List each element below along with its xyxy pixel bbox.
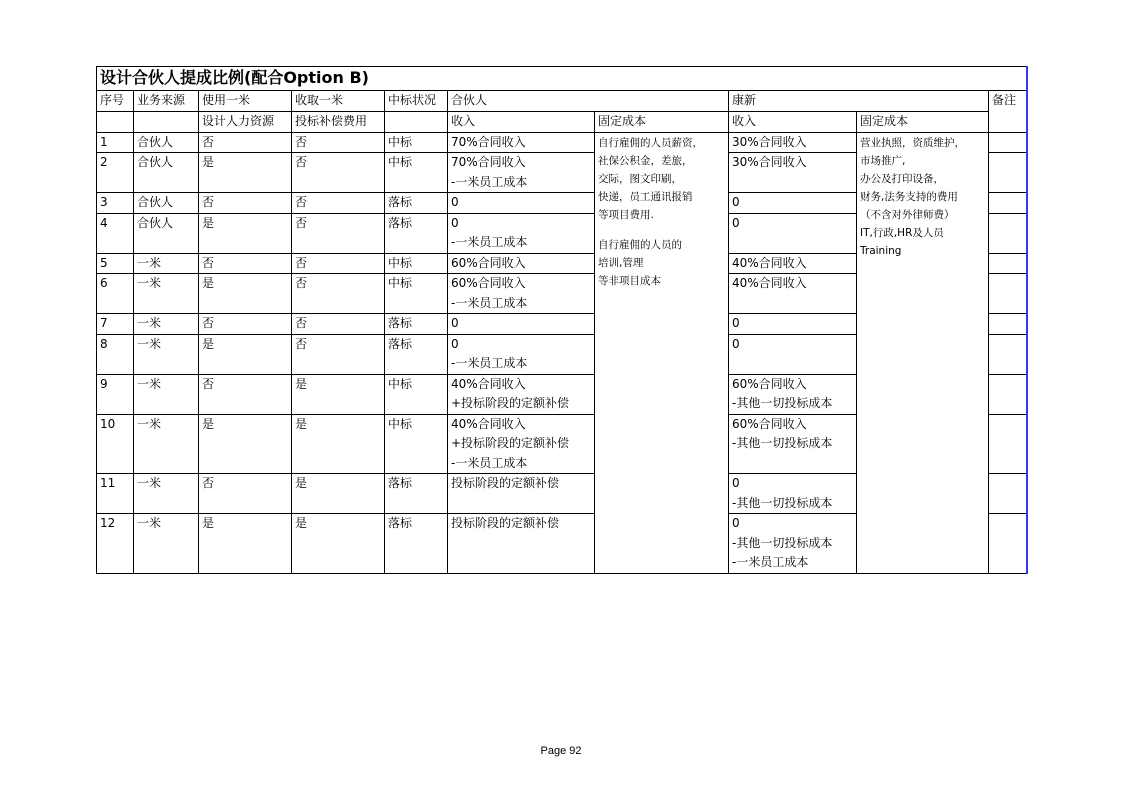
cell-line: 40%合同收入 (451, 416, 526, 431)
cell-line: 投标阶段的定额补偿 (451, 476, 560, 490)
cell-source: 一米 (134, 334, 199, 374)
cell-kangxin-fixed-cost (857, 132, 989, 573)
cell-bid-status: 中标 (385, 414, 448, 474)
cell-line: 0 (732, 476, 740, 490)
cell-source: 合伙人 (134, 193, 199, 214)
cell-line: -其他一切投标成本 (732, 495, 833, 510)
cell-bid-status: 落标 (385, 334, 448, 374)
cell-use-staff: 否 (199, 474, 292, 514)
cell-seq: 2 (97, 153, 134, 193)
cell-seq: 3 (97, 193, 134, 214)
cell-charge-fee: 否 (292, 314, 385, 335)
cell-line: 自行雇佣的人员的 (598, 238, 682, 251)
cell-charge-fee: 否 (292, 253, 385, 274)
cell-note (989, 213, 1027, 253)
cell-line: 财务,法务支持的费用 (860, 190, 958, 203)
cell-charge-fee: 否 (292, 193, 385, 214)
cell-bid-status: 落标 (385, 314, 448, 335)
header-status-cont (385, 112, 448, 133)
cell-line: 培训,管理 (598, 256, 644, 269)
cell-line: 0 (451, 316, 459, 330)
cell-partner-fixed-cost (595, 132, 729, 573)
cell-use-staff: 是 (199, 213, 292, 253)
cell-partner-income (448, 132, 595, 153)
header-note: 备注 (989, 91, 1027, 133)
cell-note (989, 193, 1027, 214)
cell-partner-income (448, 514, 595, 574)
cell-kangxin-income (729, 153, 857, 193)
cell-bid-status: 中标 (385, 153, 448, 193)
header-partner-income: 收入 (448, 112, 595, 133)
cell-line: 40%合同收入 (732, 276, 807, 290)
cell-line: 40%合同收入 (451, 376, 526, 391)
cell-line: 0 (732, 336, 740, 351)
cell-line: -其他一切投标成本 (732, 436, 833, 450)
header-seq: 序号 (97, 91, 134, 112)
cell-source: 一米 (134, 474, 199, 514)
cell-use-staff: 是 (199, 274, 292, 314)
cell-source: 一米 (134, 514, 199, 574)
cell-line: 0 (732, 215, 740, 230)
cell-line: 30%合同收入 (732, 134, 807, 149)
cell-seq: 11 (97, 474, 134, 514)
cell-note (989, 274, 1027, 314)
cell-bid-status: 落标 (385, 213, 448, 253)
header-use-line2: 设计人力资源 (199, 112, 292, 133)
cell-source: 一米 (134, 253, 199, 274)
cell-line: 等非项目成本 (598, 274, 661, 287)
header-partner-group: 合伙人 (448, 91, 729, 112)
cell-use-staff: 否 (199, 132, 292, 153)
cell-line: 快递，员工通讯报销 (598, 190, 693, 203)
cell-seq: 10 (97, 414, 134, 474)
cell-partner-income (448, 374, 595, 414)
cell-charge-fee: 是 (292, 474, 385, 514)
cell-note (989, 374, 1027, 414)
cell-kangxin-income (729, 414, 857, 474)
cell-note (989, 334, 1027, 374)
cell-kangxin-income (729, 514, 857, 574)
header-kangxin-group: 康新 (729, 91, 989, 112)
cell-kangxin-income (729, 213, 857, 253)
cell-kangxin-income (729, 334, 857, 374)
cell-source: 一米 (134, 374, 199, 414)
header-kangxin-fixed: 固定成本 (857, 112, 989, 133)
cell-line: +投标阶段的定额补偿 (451, 396, 570, 410)
cell-source: 一米 (134, 314, 199, 335)
cell-seq: 7 (97, 314, 134, 335)
cell-charge-fee: 否 (292, 132, 385, 153)
cell-charge-fee: 否 (292, 153, 385, 193)
cell-note (989, 132, 1027, 153)
cell-note (989, 514, 1027, 574)
cell-line: -一米员工成本 (451, 455, 528, 470)
cell-kangxin-income (729, 193, 857, 214)
cell-line: 0 (451, 336, 459, 351)
cell-partner-income (448, 153, 595, 193)
header-charge-line2: 投标补偿费用 (292, 112, 385, 133)
header-use-line1: 使用一米 (199, 91, 292, 112)
cell-partner-income (448, 414, 595, 474)
header-kangxin-income: 收入 (729, 112, 857, 133)
cell-partner-income (448, 334, 595, 374)
cell-line: 等项目费用. (598, 208, 654, 221)
cell-seq: 1 (97, 132, 134, 153)
cell-note (989, 153, 1027, 193)
cell-line: -其他一切投标成本 (732, 535, 833, 550)
cell-partner-income (448, 474, 595, 514)
cell-use-staff: 否 (199, 374, 292, 414)
cell-bid-status: 落标 (385, 474, 448, 514)
cell-line: 70%合同收入 (451, 155, 526, 169)
cell-kangxin-income (729, 314, 857, 335)
cell-line: +投标阶段的定额补偿 (451, 436, 570, 450)
header-charge-line1: 收取一米 (292, 91, 385, 112)
cell-kangxin-income (729, 132, 857, 153)
cell-use-staff: 是 (199, 334, 292, 374)
cell-charge-fee: 是 (292, 374, 385, 414)
cell-seq: 5 (97, 253, 134, 274)
commission-table (96, 66, 1028, 574)
cell-note (989, 414, 1027, 474)
cell-seq: 6 (97, 274, 134, 314)
cell-partner-income (448, 274, 595, 314)
cell-kangxin-income (729, 474, 857, 514)
header-partner-fixed: 固定成本 (595, 112, 729, 133)
header-status: 中标状况 (385, 91, 448, 112)
cell-line: -一米员工成本 (451, 295, 528, 310)
cell-line: -一米员工成本 (732, 555, 809, 569)
cell-line: -一米员工成本 (451, 174, 528, 189)
cell-line: 0 (451, 195, 459, 209)
cell-line: 市场推广, (860, 154, 906, 167)
cell-line: 0 (451, 215, 459, 230)
cell-partner-income (448, 213, 595, 253)
cell-line: 办公及打印设备， (860, 172, 944, 185)
cell-line: 0 (732, 316, 740, 330)
cell-bid-status: 中标 (385, 253, 448, 274)
cell-line: 60%合同收入 (451, 255, 526, 270)
cell-line: （不含对外律师费） (860, 208, 955, 221)
cell-charge-fee: 否 (292, 274, 385, 314)
cell-line: 30%合同收入 (732, 155, 807, 169)
cell-line: 营业执照，资质维护， (860, 136, 965, 149)
cell-use-staff: 是 (199, 514, 292, 574)
cell-source: 合伙人 (134, 213, 199, 253)
cell-use-staff: 否 (199, 314, 292, 335)
header-source-cont (134, 112, 199, 133)
cell-line: IT,行政,HR及人员 (860, 226, 944, 239)
cell-use-staff: 否 (199, 253, 292, 274)
page-number: Page 92 (540, 745, 582, 757)
spacer (598, 224, 726, 236)
cell-line: 自行雇佣的人员薪资， (598, 136, 703, 149)
cell-source: 一米 (134, 414, 199, 474)
cell-source: 合伙人 (134, 153, 199, 193)
header-seq-cont (97, 112, 134, 133)
cell-line: 0 (732, 516, 740, 530)
cell-line: -一米员工成本 (451, 235, 528, 249)
cell-partner-income (448, 253, 595, 274)
cell-line: Training (860, 244, 902, 257)
cell-charge-fee: 是 (292, 514, 385, 574)
cell-kangxin-income (729, 253, 857, 274)
cell-source: 合伙人 (134, 132, 199, 153)
cell-charge-fee: 是 (292, 414, 385, 474)
cell-note (989, 253, 1027, 274)
cell-seq: 9 (97, 374, 134, 414)
cell-note (989, 474, 1027, 514)
cell-line: 40%合同收入 (732, 255, 807, 270)
cell-charge-fee: 否 (292, 213, 385, 253)
header-source: 业务来源 (134, 91, 199, 112)
cell-line: -一米员工成本 (451, 356, 528, 370)
cell-bid-status: 中标 (385, 274, 448, 314)
cell-line: 社保公积金，差旅， (598, 154, 693, 167)
cell-bid-status: 落标 (385, 514, 448, 574)
cell-kangxin-income (729, 374, 857, 414)
cell-kangxin-income (729, 274, 857, 314)
cell-bid-status: 中标 (385, 374, 448, 414)
cell-line: -其他一切投标成本 (732, 396, 833, 410)
cell-bid-status: 落标 (385, 193, 448, 214)
table-row (97, 132, 1027, 153)
cell-note (989, 314, 1027, 335)
cell-line: 60%合同收入 (732, 376, 807, 391)
cell-seq: 8 (97, 334, 134, 374)
cell-line: 60%合同收入 (451, 276, 526, 290)
cell-bid-status: 中标 (385, 132, 448, 153)
table-body (97, 132, 1027, 573)
cell-line: 0 (732, 195, 740, 209)
table-title: 设计合伙人提成比例(配合Option B) (97, 67, 1027, 91)
cell-charge-fee: 否 (292, 334, 385, 374)
cell-line: 60%合同收入 (732, 416, 807, 431)
cell-seq: 4 (97, 213, 134, 253)
cell-line: 投标阶段的定额补偿 (451, 516, 560, 530)
cell-use-staff: 是 (199, 153, 292, 193)
cell-seq: 12 (97, 514, 134, 574)
cell-line: 70%合同收入 (451, 134, 526, 149)
cell-use-staff: 是 (199, 414, 292, 474)
cell-line: 交际，图文印刷， (598, 172, 682, 185)
cell-use-staff: 否 (199, 193, 292, 214)
cell-partner-income (448, 314, 595, 335)
cell-partner-income (448, 193, 595, 214)
cell-source: 一米 (134, 274, 199, 314)
